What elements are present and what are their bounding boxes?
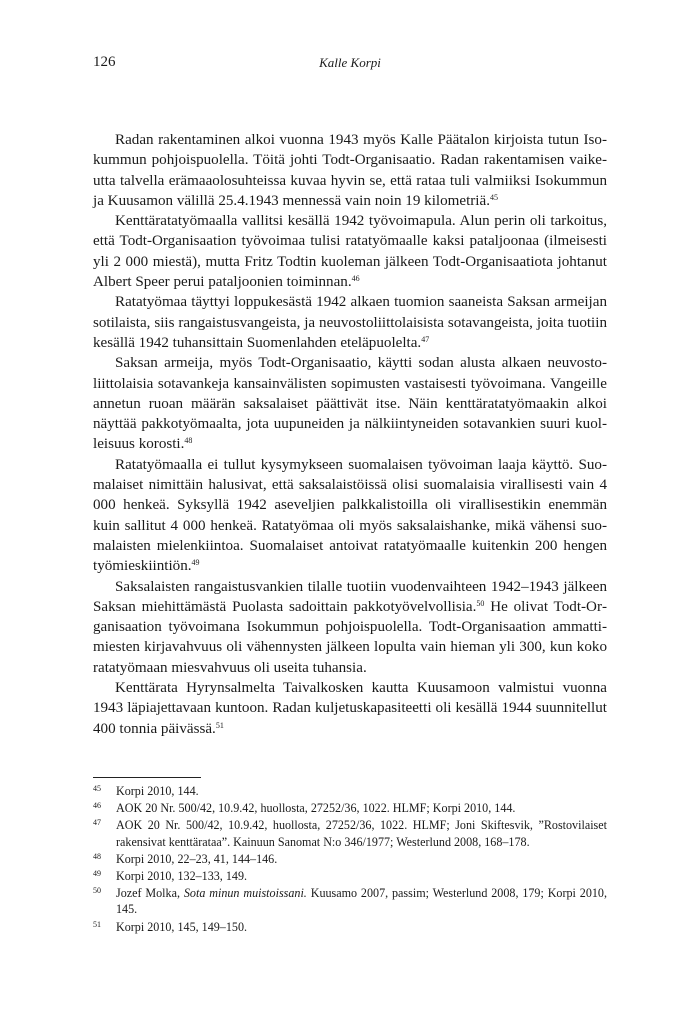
footnote bbox=[93, 783, 607, 799]
footnote-author: Jozef Molka, bbox=[116, 886, 184, 901]
footnote-number: 51 bbox=[93, 919, 101, 929]
footnote-text bbox=[116, 885, 607, 917]
paragraph-text: Radan rakentaminen alkoi vuonna 1943 myös Kalle Päätalon kirjoista tutun Isokummun pohjoispuolella. Töitä johti Todt-Organisaatio. Radan rakentamisen vaikeutta talvella erämaaolosuhteissa kuvaa hyvin se, että rataa tuli valmiiksi Isokummun ja Kuusamon välillä 25.4.1943 mennessä vain noin 19 kilometriä. bbox=[93, 132, 607, 209]
footnote-number: 46 bbox=[93, 801, 101, 811]
page-number: 126 bbox=[93, 54, 116, 70]
footnote-text: AOK 20 Nr. 500/42, 10.9.42, huollosta, 27252/36, 1022. HLMF; Joni Skiftesvik, ”Rostovilaiset rakensivat kenttärataa”. Kainuun Sanomat N:o 346/1977; Westerlund 2008, 168–178. bbox=[116, 818, 607, 849]
paragraph-text: Ratatyömaa täyttyi loppukesästä 1942 alkaen tuomion saaneista Saksan armeijan sotilaista, siis rangaistusvangeista, ja neuvostoliittolaisista sotavangeista, joita tuotiin kesällä 1942 tuhansittain Suomenlahden eteläpuolelta. bbox=[93, 294, 607, 351]
paragraph-text: He olivat Todt-Organisaation työvoimana Isokummun pohjoispuolella. Todt-Organisaation ammattimiesten kirjavahvuus oli vähennysten jälkeen lopulta vain hieman yli 300, kun koko ratatyömaan miesvahvuus oli useita tuhansia. bbox=[93, 598, 607, 676]
footnote-ref: 48 bbox=[184, 436, 193, 446]
paragraph bbox=[93, 678, 607, 739]
paragraph-text: Saksan armeija, myös Todt-Organisaatio, käytti sodan alusta alkaen neuvostoliittolaisia sotavankeja kansainvälisten sopimusten vastaisesti työvoimana. Vangeille annetun ruoan määrän saksalaiset päättivät itse. Näin kenttäratatyömaakin alkoi näyttää pakkotyömaalta, jota uupuneiden ja nälkiintyneiden sotavankien suuri kuolleisuus korosti. bbox=[93, 355, 607, 453]
footnote-text: AOK 20 Nr. 500/42, 10.9.42, huollosta, 27252/36, 1022. HLMF; Korpi 2010, 144. bbox=[116, 801, 516, 816]
footnote-rest: Kuusamo 2007, passim; Westerlund 2008, 179; Korpi 2010, 145. bbox=[116, 886, 607, 917]
page-header bbox=[93, 54, 607, 74]
paragraph bbox=[93, 577, 607, 678]
footnote-rule bbox=[93, 777, 201, 778]
footnote-text: Korpi 2010, 144. bbox=[116, 784, 199, 798]
footnote bbox=[93, 885, 607, 917]
footnote bbox=[93, 919, 607, 935]
footnote-book-title: Sota minun muistoissani. bbox=[183, 886, 307, 901]
footnote-text: Korpi 2010, 145, 149–150. bbox=[116, 919, 248, 934]
paragraph bbox=[93, 211, 607, 292]
footnote bbox=[93, 817, 607, 849]
footnote-ref: 49 bbox=[191, 558, 200, 568]
footnote bbox=[93, 868, 607, 884]
footnote-text: Korpi 2010, 22–23, 41, 144–146. bbox=[116, 851, 278, 866]
paragraph-text: Kenttärata Hyrynsalmelta Taivalkosken kautta Kuusamoon valmistui vuonna 1943 läpiajettavaan kuntoon. Radan kuljetuskapasiteetti oli kesällä 1944 suunnitellut 400 tonnia päivässä. bbox=[93, 680, 607, 737]
footnotes bbox=[93, 783, 607, 936]
paragraph bbox=[93, 130, 607, 211]
footnote-number: 50 bbox=[93, 886, 101, 896]
footnote-text: Korpi 2010, 132–133, 149. bbox=[116, 869, 248, 884]
footnote bbox=[93, 800, 607, 816]
footnote-ref: 51 bbox=[215, 720, 224, 730]
paragraph bbox=[93, 353, 607, 454]
footnote bbox=[93, 851, 607, 867]
footnote-number: 47 bbox=[93, 818, 101, 828]
footnote-ref: 46 bbox=[351, 274, 360, 284]
footnote-number: 49 bbox=[93, 869, 101, 879]
body-text bbox=[93, 130, 607, 739]
footnote-ref: 45 bbox=[489, 192, 498, 202]
paragraph bbox=[93, 455, 607, 577]
footnote-ref: 50 bbox=[476, 598, 485, 608]
running-head: Kalle Korpi bbox=[319, 55, 381, 70]
paragraph-text: Kenttäratatyömaalla vallitsi kesällä 1942 työvoimapula. Alun perin oli tarkoitus, että Todt-Organisaation työvoimaa tulisi ratatyömaalle kaksi pataljoonaa (ilmeisesti yli 2 000 miestä), mutta Fritz Todtin kuoleman jälkeen Todt-Organisaatiota johtanut Albert Speer perui pataljoonien toiminnan. bbox=[93, 213, 607, 291]
footnote-ref: 47 bbox=[421, 334, 430, 344]
paragraph bbox=[93, 292, 607, 353]
footnote-number: 48 bbox=[93, 851, 101, 861]
footnote-number: 45 bbox=[93, 784, 101, 793]
paragraph-text: Ratatyömaalla ei tullut kysymykseen suomalaisen työvoiman laaja käyttö. Suomalaiset nimittäin halusivat, että saksalaistöissä olisi suomalaisia virallisesti vain 4 000 henkeä. Syksyllä 1942 aseveljien palkkalistoilla oli virallisestikin enemmän kuin sallitut 4 000 henkeä. Ratatyömaa oli myös saksalaishanke, mikä vähensi suomalaisten mielenkiintoa. Suomalaiset antoivat ratatyömaalle kuitenkin 200 hengen työmieskiintiön. bbox=[93, 456, 607, 575]
paragraph-text: Saksalaisten rangaistusvankien tilalle tuotiin vuodenvaihteen 1942–1943 jälkeen Saksan miehittämästä Puolasta sadoittain pakkotyövelvollisia. bbox=[93, 578, 607, 615]
